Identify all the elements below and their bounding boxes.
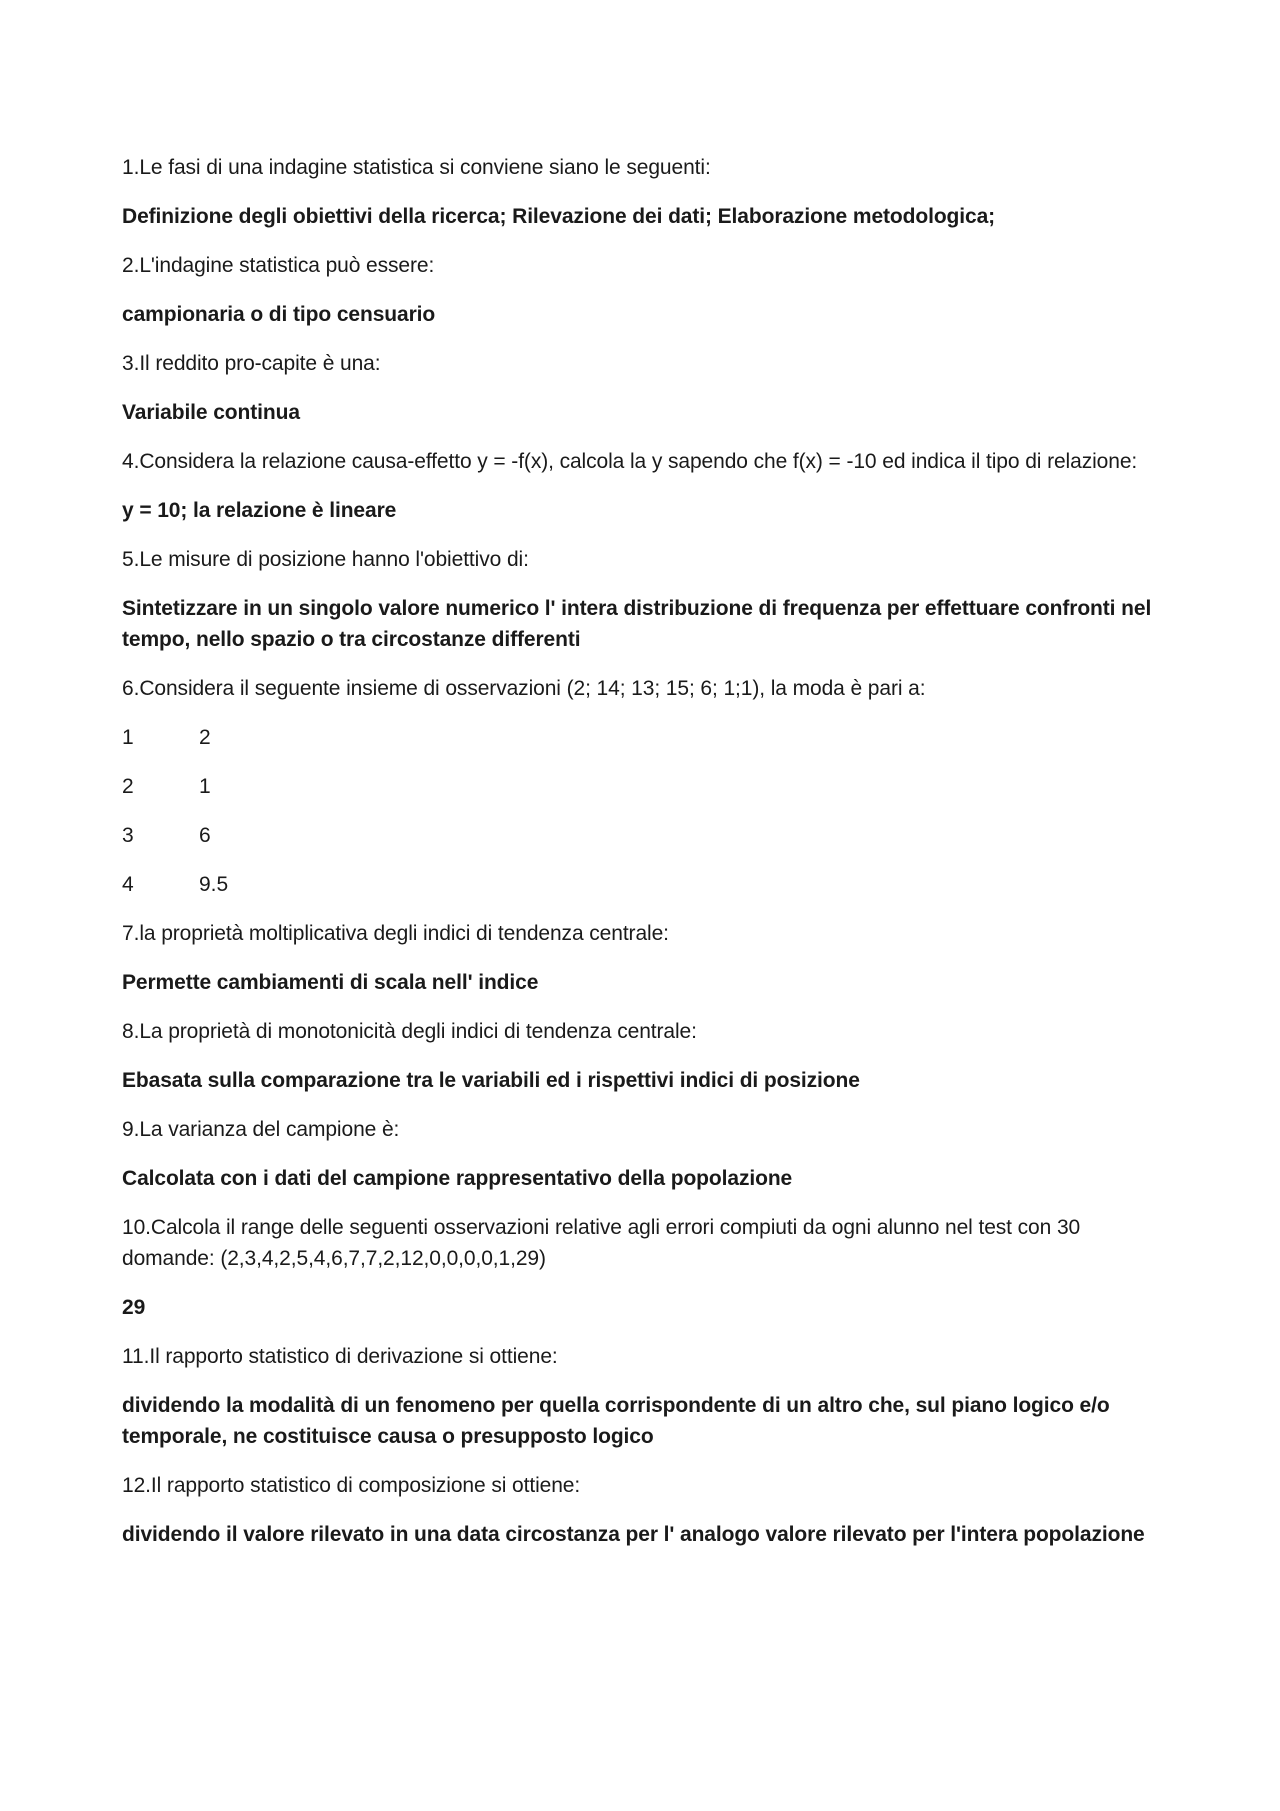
option-row [122, 722, 1162, 753]
question-2: 2.L'indagine statistica può essere: [122, 254, 435, 277]
answer-8: Ebasata sulla comparazione tra le variabili ed i rispettivi indici di posizione [122, 1069, 860, 1092]
answer-12: dividendo il valore rilevato in una data circostanza per l' analogo valore rilevato per l'intera popolazione [122, 1523, 1145, 1546]
answer-4: y = 10; la relazione è lineare [122, 499, 397, 522]
document-page [122, 152, 1162, 1568]
question-10: 10.Calcola il range delle seguenti osservazioni relative agli errori compiuti da ogni alunno nel test con 30 domande: (2,3,4,2,5,4,6,7,7,2,12,0,0,0,0,1,29) [122, 1216, 1081, 1270]
option-number: 1 [122, 726, 134, 749]
option-value: 1 [199, 775, 211, 798]
answer-9: Calcolata con i dati del campione rappresentativo della popolazione [122, 1167, 793, 1190]
option-row [122, 820, 1162, 851]
answer-11: dividendo la modalità di un fenomeno per quella corrispondente di un altro che, sul piano logico e/o temporale, ne costituisce causa o presupposto logico [122, 1394, 1110, 1448]
option-value: 6 [199, 824, 211, 847]
question-7: 7.la proprietà moltiplicativa degli indici di tendenza centrale: [122, 922, 669, 945]
option-row [122, 771, 1162, 802]
option-value: 9.5 [199, 873, 229, 896]
answer-2: campionaria o di tipo censuario [122, 303, 436, 326]
question-6: 6.Considera il seguente insieme di osservazioni (2; 14; 13; 15; 6; 1;1), la moda è pari a: [122, 677, 926, 700]
option-number: 2 [122, 775, 134, 798]
question-5: 5.Le misure di posizione hanno l'obiettivo di: [122, 548, 529, 571]
answer-3: Variabile continua [122, 401, 300, 424]
question-8: 8.La proprietà di monotonicità degli indici di tendenza centrale: [122, 1020, 697, 1043]
answer-10: 29 [122, 1296, 146, 1319]
question-1: 1.Le fasi di una indagine statistica si conviene siano le seguenti: [122, 156, 711, 179]
question-12: 12.Il rapporto statistico di composizione si ottiene: [122, 1474, 581, 1497]
question-9: 9.La varianza del campione è: [122, 1118, 400, 1141]
question-3: 3.Il reddito pro-capite è una: [122, 352, 381, 375]
option-number: 4 [122, 873, 134, 896]
option-number: 3 [122, 824, 134, 847]
answer-7: Permette cambiamenti di scala nell' indice [122, 971, 539, 994]
answer-1: Definizione degli obiettivi della ricerca; Rilevazione dei dati; Elaborazione metodologica; [122, 205, 996, 228]
option-row [122, 869, 1162, 900]
question-11: 11.Il rapporto statistico di derivazione si ottiene: [122, 1345, 558, 1368]
option-value: 2 [199, 726, 211, 749]
answer-5: Sintetizzare in un singolo valore numerico l' intera distribuzione di frequenza per effettuare confronti nel tempo, nello spazio o tra circostanze differenti [122, 597, 1152, 651]
question-4: 4.Considera la relazione causa-effetto y = -f(x), calcola la y sapendo che f(x) = -10 ed indica il tipo di relazione: [122, 450, 1138, 473]
